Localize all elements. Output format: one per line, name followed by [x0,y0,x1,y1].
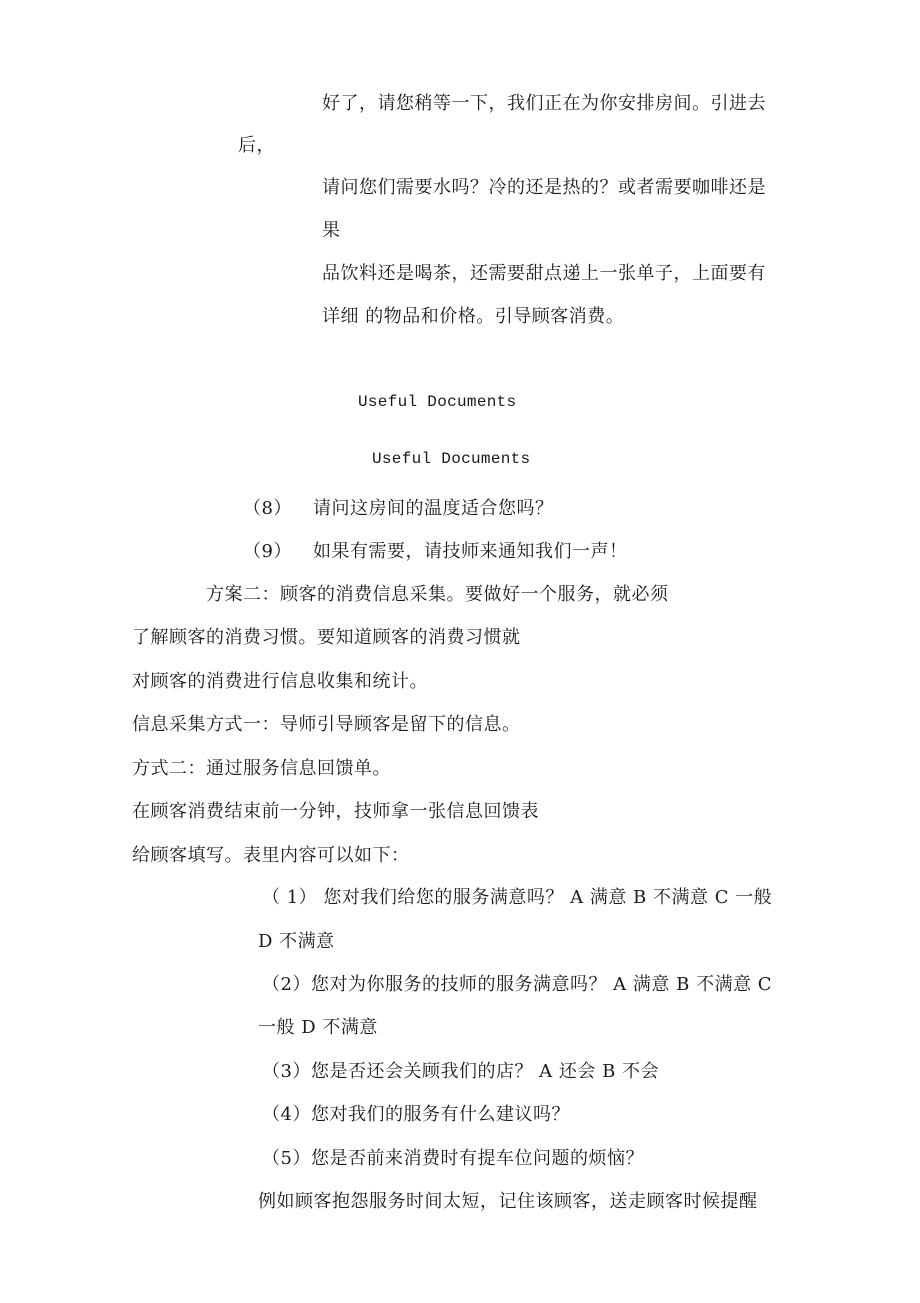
para1-line6: 详细 的物品和价格。引导顾客消费。 [322,306,625,327]
survey-q2-line1: （2）您对为你服务的技师的服务满意吗？ A 满意 B 不满意 C [262,974,773,995]
para1-line2: 后， [238,135,275,156]
plan2-line5: 方式二：通过服务信息回馈单。 [132,758,391,779]
survey-q1-line1: （ 1） 您对我们给您的服务满意吗？ A 满意 B 不满意 C 一般 [262,887,773,908]
list-item-number: （9） [243,541,292,562]
plan2-line7: 给顾客填写。表里内容可以如下： [132,845,410,866]
survey-q5: （5）您是否前来消费时有提车位问题的烦恼？ [262,1148,644,1169]
survey-q3: （3）您是否还会关顾我们的店？ A 还会 B 不会 [262,1061,660,1082]
plan2-line3: 对顾客的消费进行信息收集和统计。 [132,671,428,692]
watermark-text-1: Useful Documents [358,393,517,411]
survey-example: 例如顾客抱怨服务时间太短，记住该顾客，送走顾客时候提醒 [258,1191,758,1212]
survey-q1-line2: D 不满意 [258,931,335,952]
list-item [243,497,554,521]
survey-q4: （4）您对我们的服务有什么建议吗？ [262,1104,570,1125]
list-item-text: 请问这房间的温度适合您吗？ [313,498,554,519]
para1-line5: 品饮料还是喝茶，还需要甜点递上一张单子，上面要有 [322,263,766,284]
list-item-number: （8） [243,498,292,519]
plan2-line1: 方案二：顾客的消费信息采集。要做好一个服务，就必须 [206,584,669,605]
para1-line1: 好了，请您稍等一下，我们正在为你安排房间。引进去 [322,93,766,114]
para1-line3: 请问您们需要水吗？冷的还是热的？或者需要咖啡还是 [322,177,766,198]
survey-q2-line2: 一般 D 不满意 [258,1017,378,1038]
list-item-text: 如果有需要，请技师来通知我们一声！ [313,541,628,562]
watermark-text-2: Useful Documents [372,450,531,468]
para1-line4: 果 [322,220,341,241]
plan2-line2: 了解顾客的消费习惯。要知道顾客的消费习惯就 [132,627,521,648]
plan2-line6: 在顾客消费结束前一分钟，技师拿一张信息回馈表 [132,801,539,822]
plan2-line4: 信息采集方式一：导师引导顾客是留下的信息。 [132,714,521,735]
list-item [243,540,628,564]
